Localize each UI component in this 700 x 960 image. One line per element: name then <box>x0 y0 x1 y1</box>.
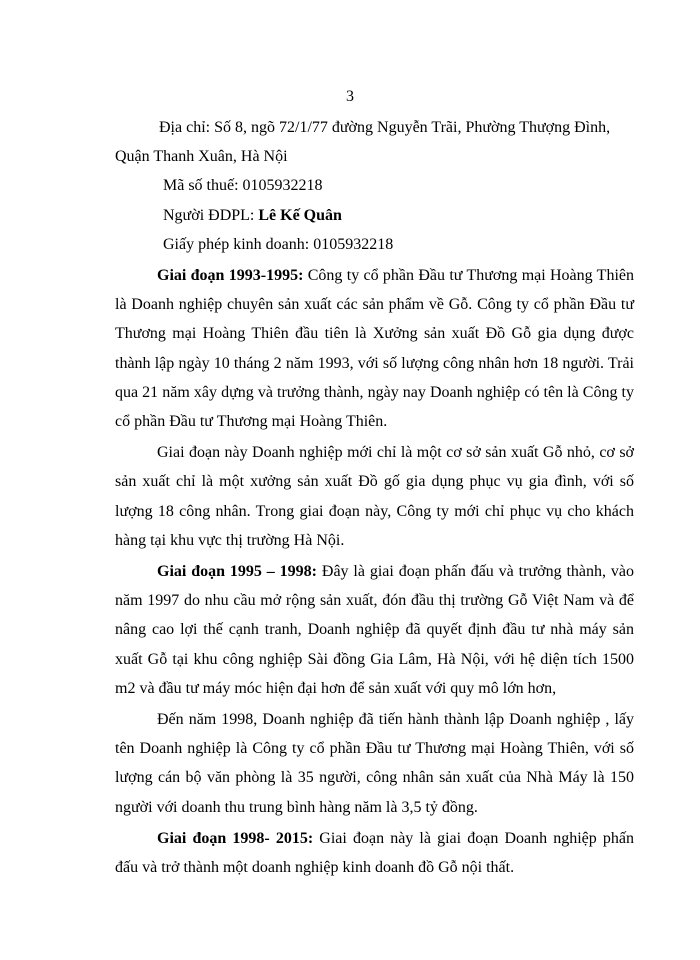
paragraph-heading: Giai đoạn 1998- 2015: <box>157 829 314 847</box>
document-body <box>115 113 634 882</box>
paragraph-text: Giai đoạn này là giai đoạn Doanh nghiệp phấn đấu và trở thành một doanh nghiệp kinh doanh đồ Gỗ nội thất. <box>115 829 634 877</box>
business-license: Giấy phép kinh doanh: 0105932218 <box>163 235 394 253</box>
legal-rep-label: Người ĐDPL: <box>163 206 259 224</box>
paragraph-1995-1998 <box>115 557 634 703</box>
paragraph-1993-1995 <box>115 261 634 436</box>
paragraph-1998-founding: Đến năm 1998, Doanh nghiệp đã tiến hành thành lập Doanh nghiệp , lấy tên Doanh nghiệp là Công ty cổ phần Đầu tư Thương mại Hoàng Thiên, với số lượng cán bộ văn phòng là 35 người, công nhân sản xuất của Nhà Máy là 150 người với doanh thu trung bình hàng năm là 3,5 tỷ đồng. <box>115 711 634 816</box>
paragraph-text: Công ty cổ phần Đầu tư Thương mại Hoàng Thiên là Doanh nghiệp chuyên sản xuất các sản phẩm về Gỗ. Công ty cổ phần Đầu tư Thương mại Hoàng Thiên đầu tiên là Xưởng sản xuất Đồ Gỗ gia dụng được thành lập ngày 10 tháng 2 năm 1993, với số lượng công nhân hơn 18 người. Trải qua 21 năm xây dựng và trưởng thành, ngày nay Doanh nghiệp có tên là Công ty cổ phần Đầu tư Thương mại Hoàng Thiên. <box>115 267 635 431</box>
page-number: 3 <box>346 88 354 105</box>
legal-representative <box>115 201 634 230</box>
paragraph-heading: Giai đoạn 1993-1995: <box>157 267 304 285</box>
legal-rep-name: Lê Kế Quân <box>258 206 342 224</box>
tax-code: Mã số thuế: 0105932218 <box>163 177 323 195</box>
paragraph-early-stage: Giai đoạn này Doanh nghiệp mới chỉ là một cơ sở sản xuất Gỗ nhỏ, cơ sở sản xuất chỉ là một xưởng sản xuất Đồ gố gia dụng phục vụ gia đình, với số lượng 18 công nhân. Trong giai đoạn này, Công ty mới chỉ phục vụ cho khách hàng tại khu vực thị trường Hà Nội. <box>115 444 634 549</box>
paragraph-1998-2015 <box>115 824 634 882</box>
paragraph-heading: Giai đoạn 1995 – 1998: <box>157 563 317 581</box>
paragraph-text: Đây là giai đoạn phấn đấu và trưởng thành, vào năm 1997 do nhu cầu mở rộng sản xuất, đón đầu thị trường Gỗ Việt Nam và để nâng cao lợi thế cạnh tranh, Doanh nghiệp đã quyết định đầu tư nhà máy sản xuất Gỗ tại khu công nghiệp Sài đồng Gia Lâm, Hà Nội, với hệ diện tích 1500 m2 và đầu tư máy móc hiện đại hơn để sản xuất với quy mô lớn hơn, <box>115 563 634 697</box>
company-address: Địa chỉ: Số 8, ngõ 72/1/77 đường Nguyễn Trãi, Phường Thượng Đình, Quận Thanh Xuân, Hà Nội <box>115 119 611 166</box>
